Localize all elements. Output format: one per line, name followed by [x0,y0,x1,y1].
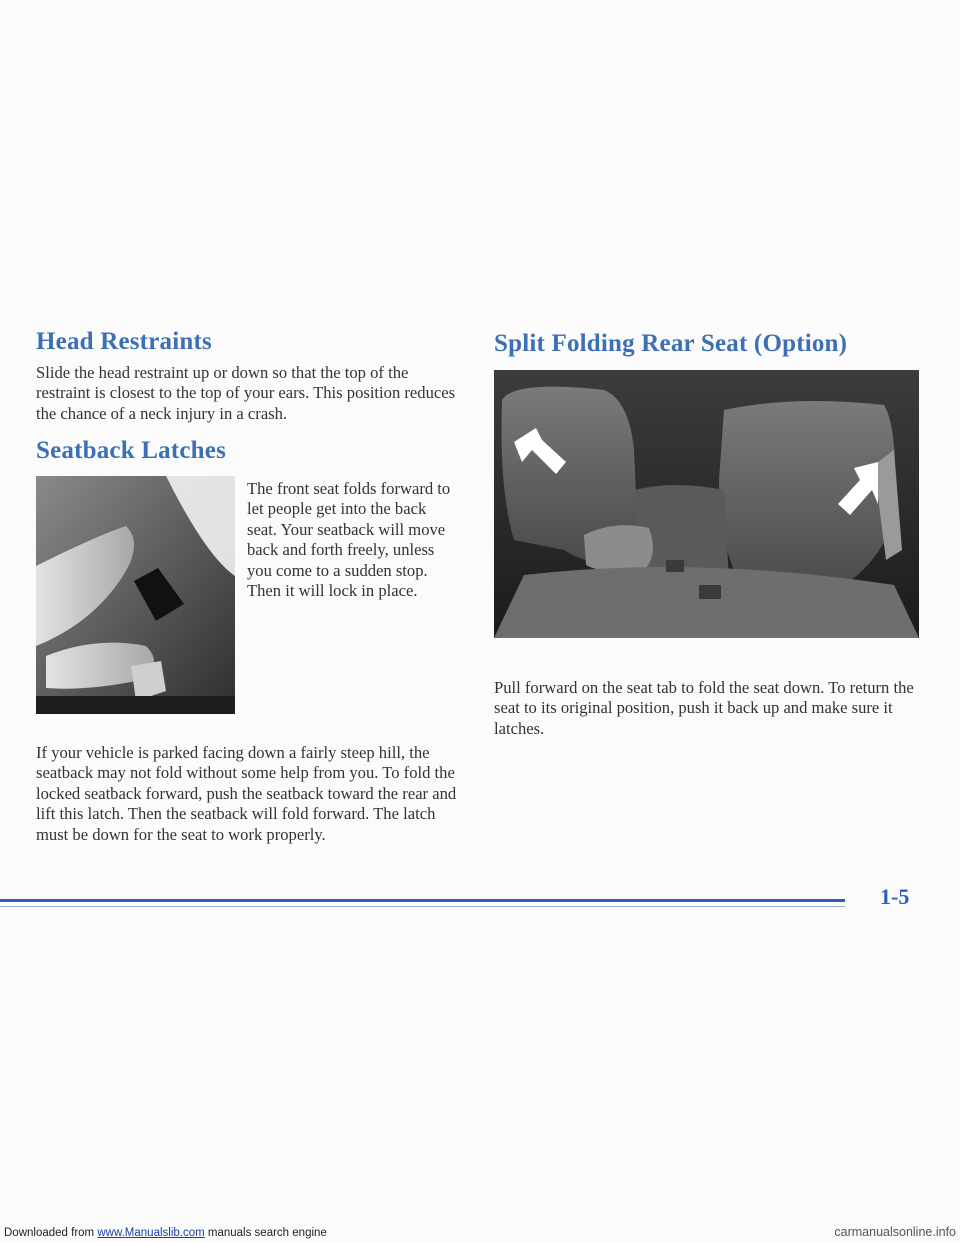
seatback-latches-heading: Seatback Latches [36,437,227,464]
seatback-latches-text: If your vehicle is parked facing down a fairly steep hill, the seatback may not fold without some help from you. To fold the locked seatback forward, push the seatback toward the rear and lift this latch. Then the seatback will fold forward. The latch must be down for the seat to work properly. [36,743,457,844]
footer-suffix: manuals search engine [204,1227,327,1239]
seatback-latch-photo [36,476,235,714]
page-rule [0,899,845,902]
download-footer [4,1227,327,1239]
watermark: carmanualsonline.info [834,1225,956,1239]
page-rule-thin [0,906,845,907]
head-restraints-heading: Head Restraints [36,328,212,355]
page-number: 1-5 [880,884,910,909]
seatback-latch-image [36,476,235,714]
footer-prefix: Downloaded from [4,1227,98,1239]
split-folding-text: Pull forward on the seat tab to fold the seat down. To return the seat to its original position, push it back up and make sure it latches. [494,678,914,738]
rear-seat-image [494,370,919,638]
rear-seat-photo [494,370,919,638]
split-folding-heading: Split Folding Rear Seat (Option) [494,330,848,357]
seatback-latches-side-text: The front seat folds forward to let people get into the back seat. Your seatback will move back and forth freely, unless you come to a sudden stop. Then it will lock in place. [247,479,451,601]
head-restraints-text: Slide the head restraint up or down so that the top of the restraint is closest to the top of your ears. This position reduces the chance of a neck injury in a crash. [36,363,456,423]
manualslib-link[interactable]: www.Manualslib.com [97,1227,205,1239]
